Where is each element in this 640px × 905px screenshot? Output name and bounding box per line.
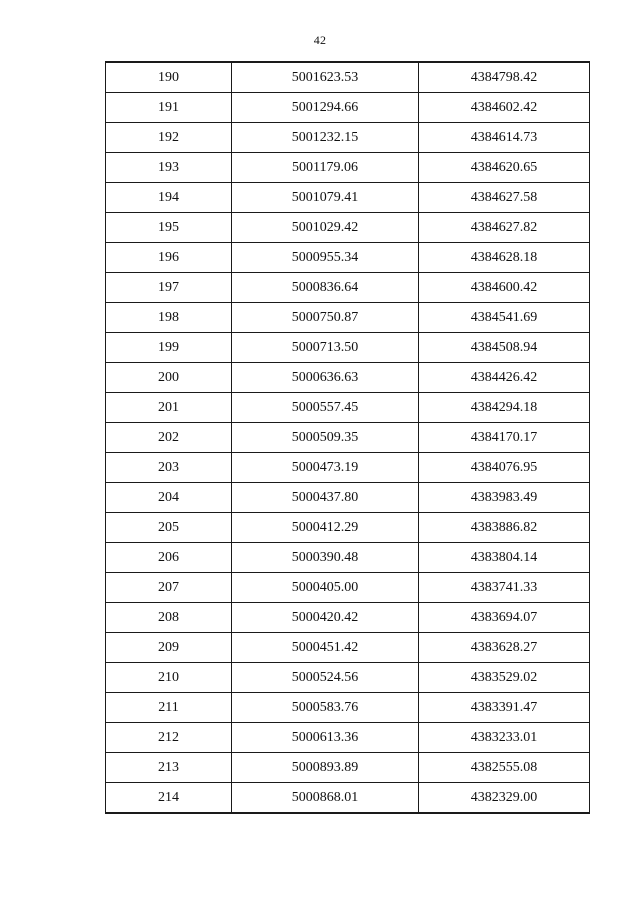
point-number-cell: 207 [106, 573, 232, 603]
y-coordinate-cell: 4383886.82 [419, 513, 590, 543]
table-row [106, 153, 590, 183]
point-number-cell: 214 [106, 783, 232, 814]
x-coordinate-cell: 5000583.76 [232, 693, 419, 723]
x-coordinate-cell: 5001079.41 [232, 183, 419, 213]
table-row [106, 183, 590, 213]
coordinates-table-body [106, 62, 590, 813]
table-row [106, 753, 590, 783]
x-coordinate-cell: 5000613.36 [232, 723, 419, 753]
y-coordinate-cell: 4384627.82 [419, 213, 590, 243]
point-number-cell: 201 [106, 393, 232, 423]
y-coordinate-cell: 4383804.14 [419, 543, 590, 573]
y-coordinate-cell: 4383628.27 [419, 633, 590, 663]
x-coordinate-cell: 5000524.56 [232, 663, 419, 693]
y-coordinate-cell: 4384508.94 [419, 333, 590, 363]
x-coordinate-cell: 5000713.50 [232, 333, 419, 363]
point-number-cell: 203 [106, 453, 232, 483]
point-number-cell: 212 [106, 723, 232, 753]
x-coordinate-cell: 5001179.06 [232, 153, 419, 183]
point-number-cell: 196 [106, 243, 232, 273]
table-row [106, 273, 590, 303]
x-coordinate-cell: 5000451.42 [232, 633, 419, 663]
x-coordinate-cell: 5000420.42 [232, 603, 419, 633]
table-row [106, 333, 590, 363]
y-coordinate-cell: 4384627.58 [419, 183, 590, 213]
y-coordinate-cell: 4384541.69 [419, 303, 590, 333]
y-coordinate-cell: 4384628.18 [419, 243, 590, 273]
table-row [106, 603, 590, 633]
y-coordinate-cell: 4383529.02 [419, 663, 590, 693]
table-row [106, 783, 590, 814]
table-row [106, 723, 590, 753]
table-row [106, 213, 590, 243]
y-coordinate-cell: 4384620.65 [419, 153, 590, 183]
table-row [106, 513, 590, 543]
point-number-cell: 197 [106, 273, 232, 303]
x-coordinate-cell: 5001294.66 [232, 93, 419, 123]
x-coordinate-cell: 5000868.01 [232, 783, 419, 814]
x-coordinate-cell: 5000390.48 [232, 543, 419, 573]
point-number-cell: 198 [106, 303, 232, 333]
x-coordinate-cell: 5000636.63 [232, 363, 419, 393]
table-row [106, 303, 590, 333]
table-row [106, 573, 590, 603]
x-coordinate-cell: 5000750.87 [232, 303, 419, 333]
table-row [106, 633, 590, 663]
y-coordinate-cell: 4382555.08 [419, 753, 590, 783]
y-coordinate-cell: 4383983.49 [419, 483, 590, 513]
x-coordinate-cell: 5000437.80 [232, 483, 419, 513]
table-row [106, 243, 590, 273]
x-coordinate-cell: 5001232.15 [232, 123, 419, 153]
coordinates-table [105, 61, 590, 814]
table-row [106, 453, 590, 483]
y-coordinate-cell: 4382329.00 [419, 783, 590, 814]
y-coordinate-cell: 4384076.95 [419, 453, 590, 483]
point-number-cell: 199 [106, 333, 232, 363]
x-coordinate-cell: 5000836.64 [232, 273, 419, 303]
table-row [106, 62, 590, 93]
table-row [106, 423, 590, 453]
x-coordinate-cell: 5000509.35 [232, 423, 419, 453]
table-row [106, 123, 590, 153]
point-number-cell: 194 [106, 183, 232, 213]
point-number-cell: 195 [106, 213, 232, 243]
table-row [106, 543, 590, 573]
x-coordinate-cell: 5000893.89 [232, 753, 419, 783]
y-coordinate-cell: 4384602.42 [419, 93, 590, 123]
x-coordinate-cell: 5000412.29 [232, 513, 419, 543]
x-coordinate-cell: 5000955.34 [232, 243, 419, 273]
x-coordinate-cell: 5000473.19 [232, 453, 419, 483]
table-row [106, 693, 590, 723]
page-number: 42 [313, 33, 327, 47]
point-number-cell: 192 [106, 123, 232, 153]
x-coordinate-cell: 5001029.42 [232, 213, 419, 243]
point-number-cell: 206 [106, 543, 232, 573]
point-number-cell: 193 [106, 153, 232, 183]
point-number-cell: 190 [106, 62, 232, 93]
y-coordinate-cell: 4383694.07 [419, 603, 590, 633]
table-row [106, 663, 590, 693]
point-number-cell: 191 [106, 93, 232, 123]
point-number-cell: 200 [106, 363, 232, 393]
y-coordinate-cell: 4384614.73 [419, 123, 590, 153]
y-coordinate-cell: 4384170.17 [419, 423, 590, 453]
point-number-cell: 202 [106, 423, 232, 453]
table-row [106, 393, 590, 423]
point-number-cell: 210 [106, 663, 232, 693]
point-number-cell: 204 [106, 483, 232, 513]
y-coordinate-cell: 4384798.42 [419, 62, 590, 93]
y-coordinate-cell: 4383391.47 [419, 693, 590, 723]
point-number-cell: 205 [106, 513, 232, 543]
point-number-cell: 211 [106, 693, 232, 723]
table-row [106, 363, 590, 393]
point-number-cell: 209 [106, 633, 232, 663]
point-number-cell: 208 [106, 603, 232, 633]
y-coordinate-cell: 4384426.42 [419, 363, 590, 393]
y-coordinate-cell: 4383233.01 [419, 723, 590, 753]
x-coordinate-cell: 5000405.00 [232, 573, 419, 603]
y-coordinate-cell: 4384600.42 [419, 273, 590, 303]
y-coordinate-cell: 4384294.18 [419, 393, 590, 423]
table-row [106, 483, 590, 513]
x-coordinate-cell: 5001623.53 [232, 62, 419, 93]
table-row [106, 93, 590, 123]
y-coordinate-cell: 4383741.33 [419, 573, 590, 603]
x-coordinate-cell: 5000557.45 [232, 393, 419, 423]
point-number-cell: 213 [106, 753, 232, 783]
